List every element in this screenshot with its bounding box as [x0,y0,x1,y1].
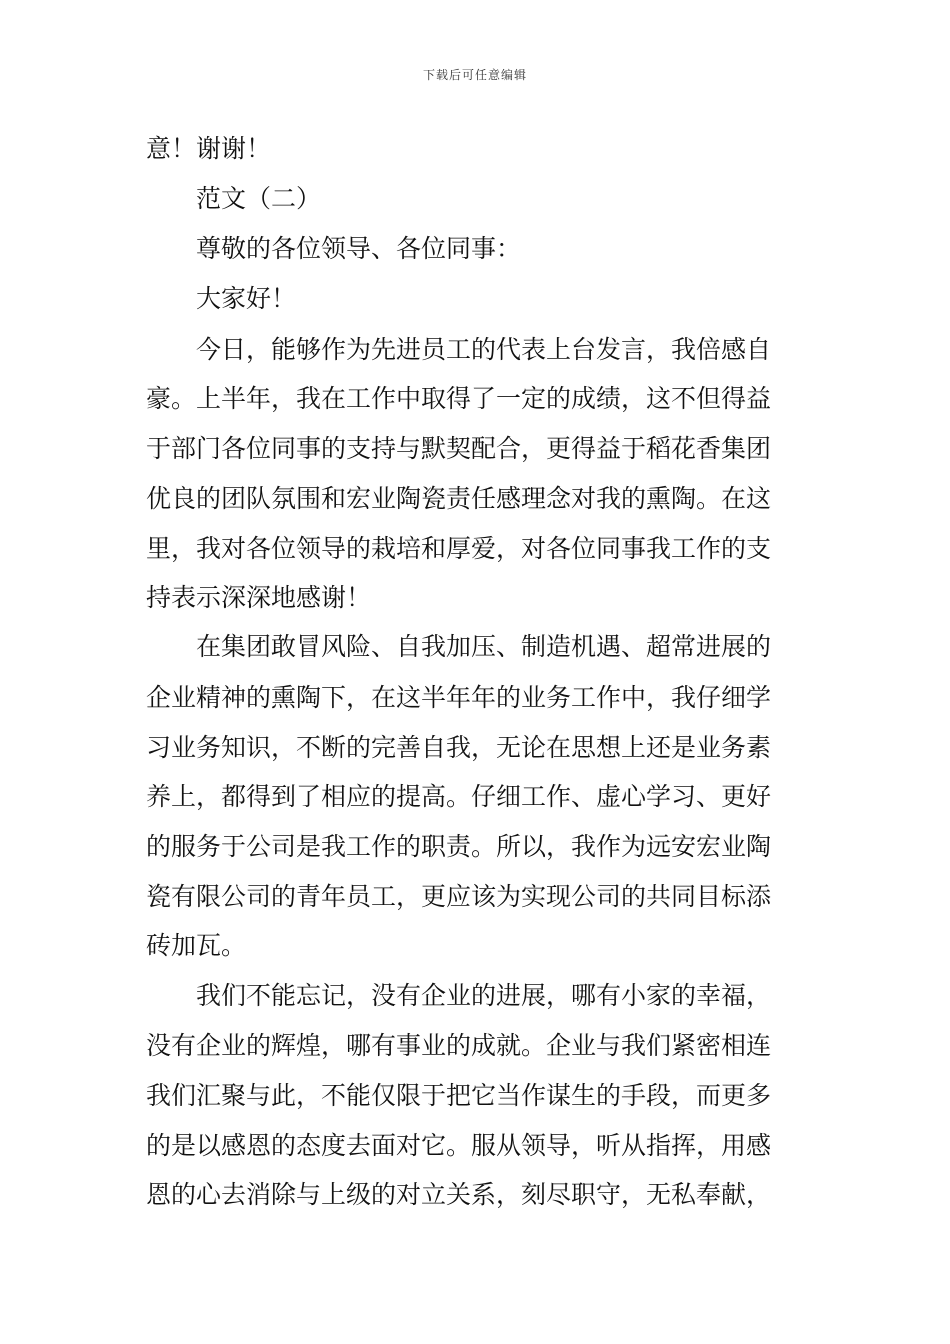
text-line: 的服务于公司是我工作的职责。所以，我作为远安宏业陶 [146,832,772,861]
section-title: 范文（二） [196,184,322,213]
text-line: 我们不能忘记，没有企业的进展，哪有小家的幸福， [196,981,772,1010]
text-line: 的是以感恩的态度去面对它。服从领导，听从指挥，用感 [146,1131,772,1160]
text-line: 在集团敢冒风险、自我加压、制造机遇、超常进展的 [196,632,772,661]
text-line: 优良的团队氛围和宏业陶瓷责任感理念对我的熏陶。在这 [146,484,772,513]
page-header: 下载后可任意编辑 [422,68,527,82]
text-line: 豪。上半年，我在工作中取得了一定的成绩，这不但得益 [146,384,772,413]
text-line: 里，我对各位领导的栽培和厚爱，对各位同事我工作的支 [146,534,772,563]
text-line: 瓷有限公司的青年员工，更应该为实现公司的共同目标添 [146,882,772,911]
salutation: 尊敬的各位领导、各位同事： [196,234,522,263]
text-line: 今日，能够作为先进员工的代表上台发言，我倍感自 [196,335,772,364]
text-line: 意！谢谢！ [146,134,272,163]
greeting: 大家好！ [196,284,297,313]
text-line: 企业精神的熏陶下，在这半年年的业务工作中，我仔细学 [146,683,772,712]
text-line: 习业务知识，不断的完善自我，无论在思想上还是业务素 [146,733,772,762]
text-line: 养上，都得到了相应的提高。仔细工作、虚心学习、更好 [146,782,772,811]
text-line: 恩的心去消除与上级的对立关系，刻尽职守，无私奉献， [146,1180,772,1209]
text-line: 没有企业的辉煌，哪有事业的成就。企业与我们紧密相连 [146,1031,772,1060]
text-line: 持表示深深地感谢！ [146,583,372,612]
text-line: 我们汇聚与此，不能仅限于把它当作谋生的手段，而更多 [146,1081,772,1110]
text-line: 于部门各位同事的支持与默契配合，更得益于稻花香集团 [146,434,772,463]
text-line: 砖加瓦。 [146,931,247,960]
